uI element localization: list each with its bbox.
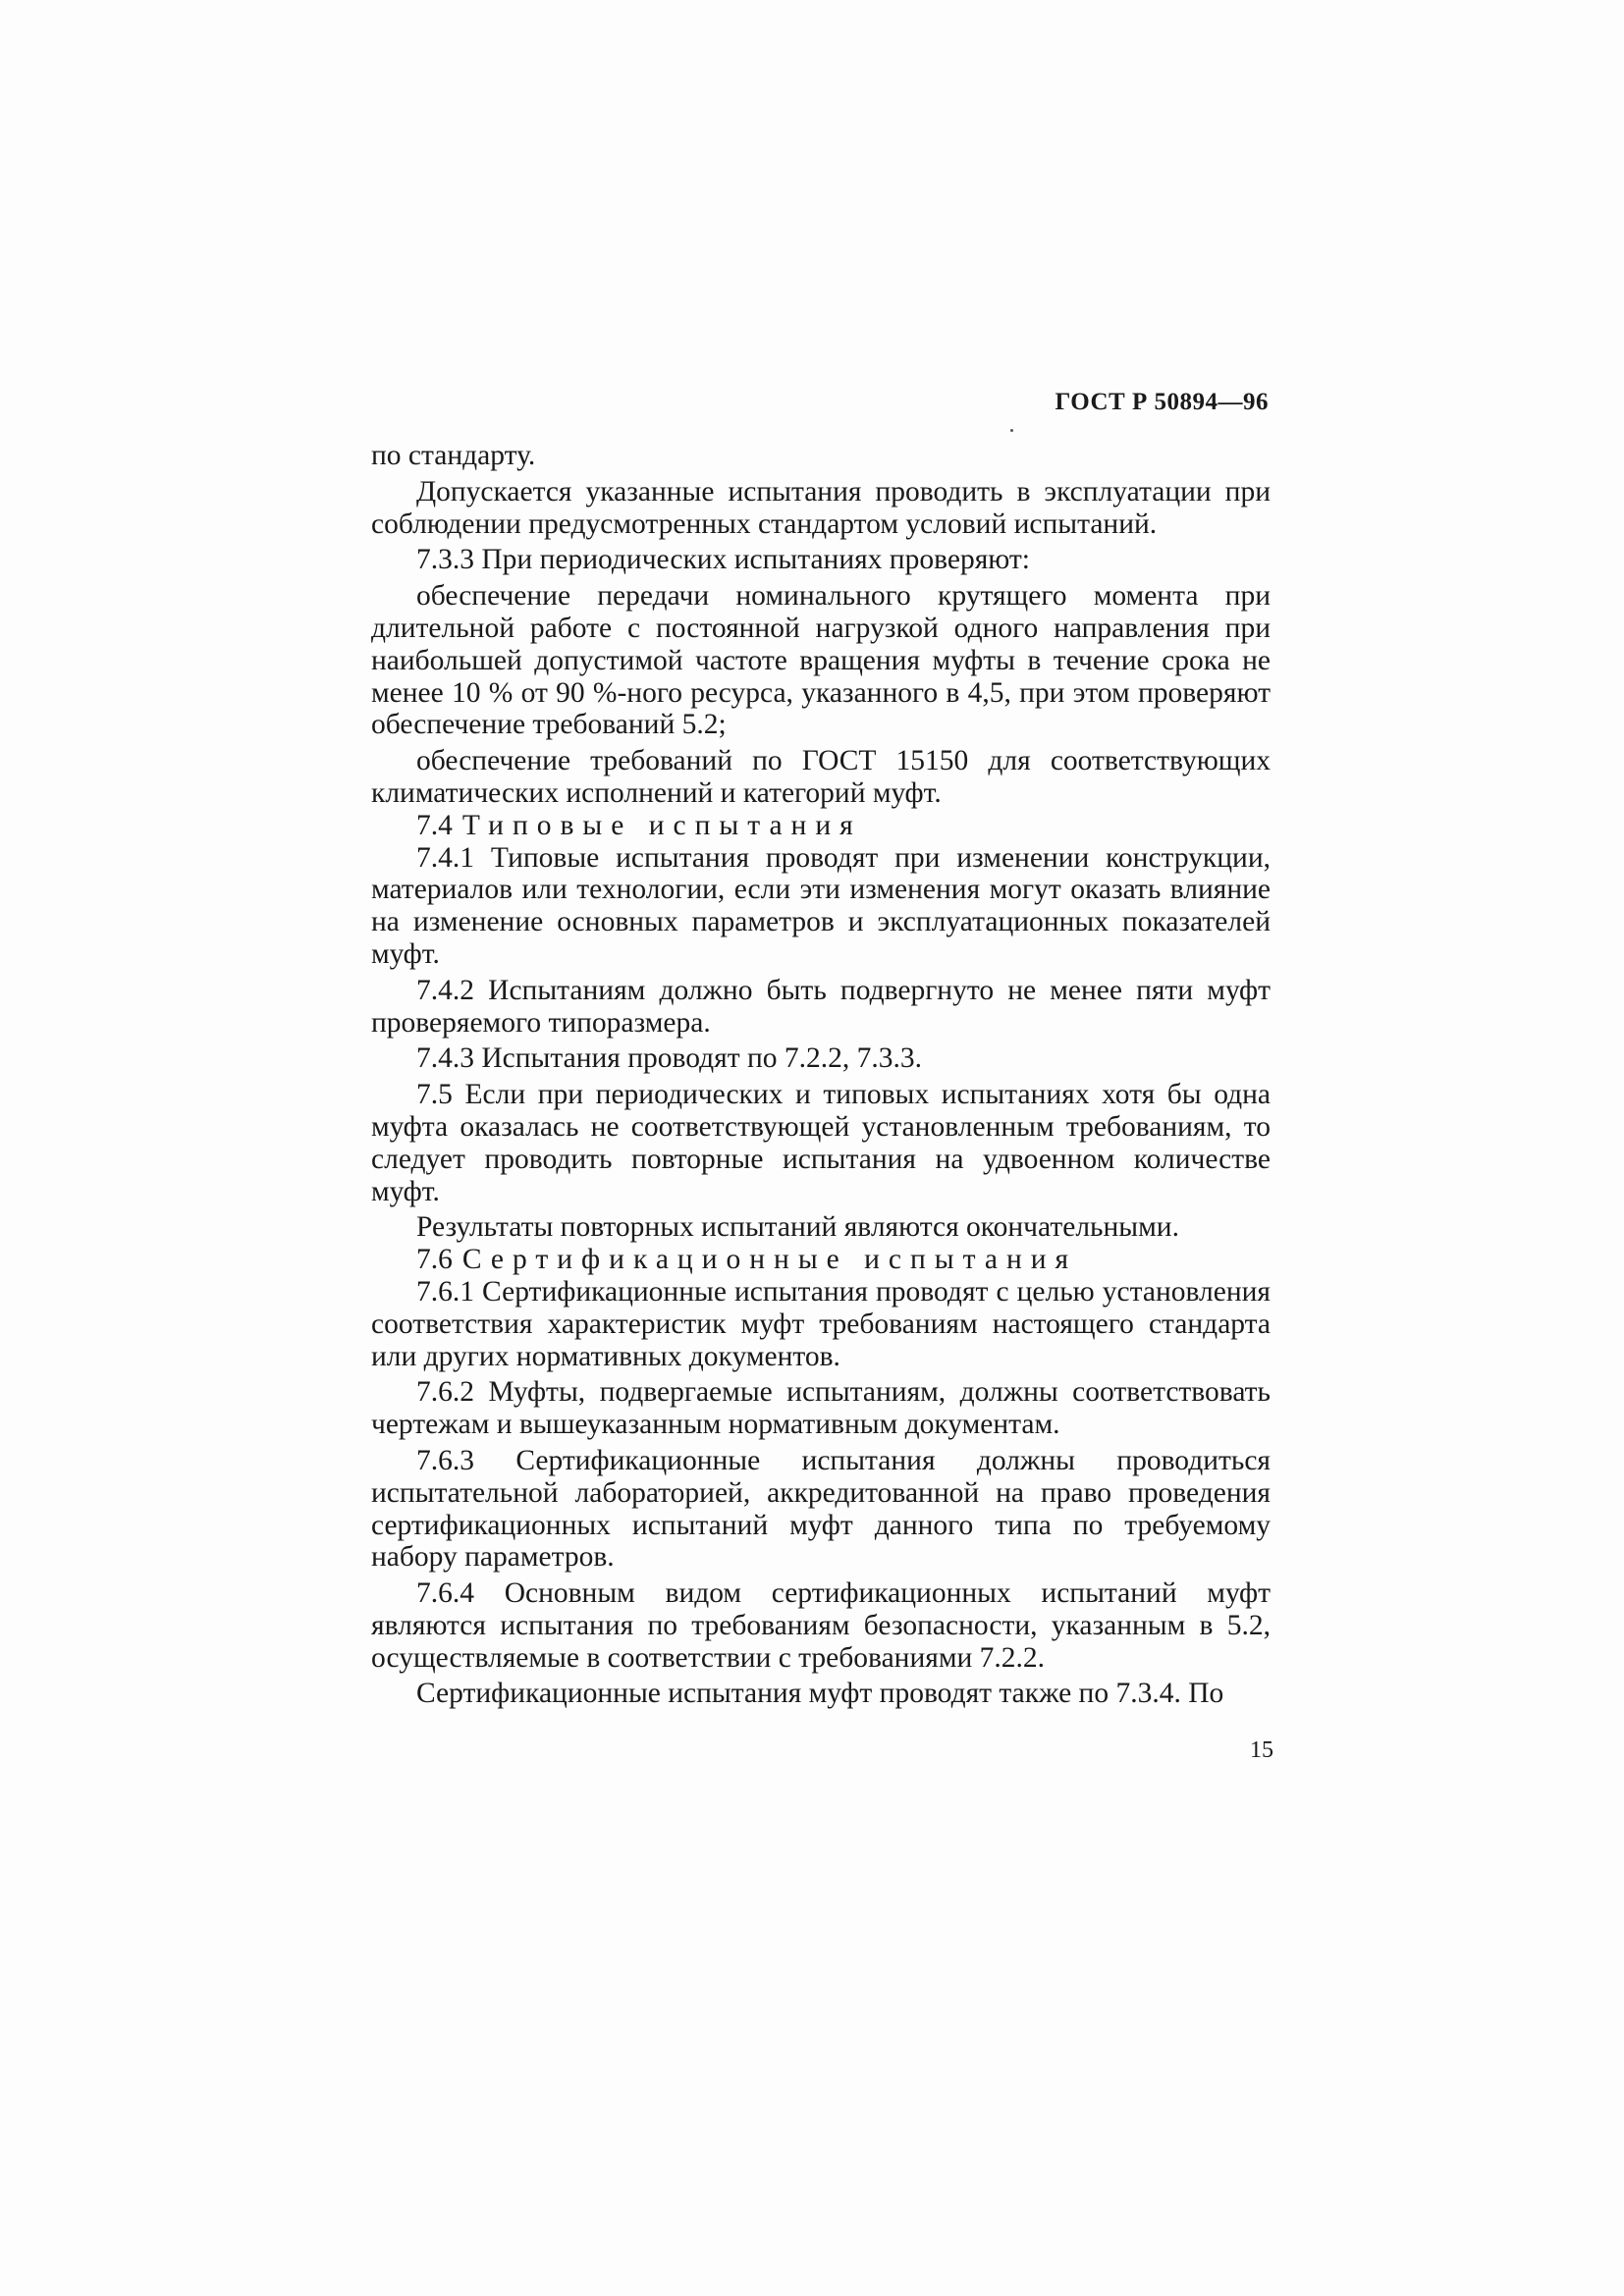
paragraph: обеспечение передачи номинального крутящего момента при длительной работе с постоянной нагрузкой одного направления при наибольшей допустимой частоте вращения муфты в течение срока не менее 10 % от 90 %-ного ресурса, указанного в 4,5, при этом проверяют обеспечение требований 5.2; bbox=[371, 580, 1271, 741]
paragraph: 7.6.2 Муфты, подвергаемые испытаниям, должны соответствовать чертежам и вышеуказанным нормативным документам. bbox=[371, 1376, 1271, 1441]
paragraph: 7.3.3 При периодических испытаниях проверяют: bbox=[416, 544, 1031, 576]
paragraph: Результаты повторных испытаний являются окончательными. bbox=[416, 1211, 1179, 1244]
section-title: Сертификационные испытания bbox=[461, 1244, 1078, 1276]
paragraph: 7.6.3 Сертификационные испытания должны проводиться испытательной лабораторией, аккредитованной на право проведения сертификационных испытаний муфт данного типа по требуемому набору параметров. bbox=[371, 1444, 1271, 1574]
section-number: 7.6 bbox=[416, 1244, 453, 1276]
paragraph: 7.4.2 Испытаниям должно быть подвергнуто не менее пяти муфт проверяемого типоразмера. bbox=[371, 974, 1271, 1039]
document-header: ГОСТ Р 50894—96 bbox=[1055, 389, 1269, 415]
paragraph: 7.6.4 Основным видом сертификационных испытаний муфт являются испытания по требованиям безопасности, указанным в 5.2, осуществляемые в соответствии с требованиями 7.2.2. bbox=[371, 1577, 1271, 1674]
paragraph: Допускается указанные испытания проводить в эксплуатации при соблюдении предусмотренных стандартом условий испытаний. bbox=[371, 475, 1271, 540]
paragraph: 7.4.1 Типовые испытания проводят при изменении конструкции, материалов или технологии, если эти изменения могут оказать влияние на изменение основных параметров и эксплуатационных показателей муфт. bbox=[371, 841, 1271, 970]
body-text bbox=[371, 440, 1271, 1710]
section-heading-7-4 bbox=[371, 810, 1271, 842]
paragraph: по стандарту. bbox=[371, 440, 536, 471]
paragraph: обеспечение требований по ГОСТ 15150 для соответствующих климатических исполнений и категорий муфт. bbox=[371, 745, 1271, 809]
section-number: 7.4 bbox=[416, 809, 453, 841]
section-heading-7-6 bbox=[371, 1244, 1271, 1276]
paragraph: 7.5 Если при периодических и типовых испытаниях хотя бы одна муфта оказалась не соответствующей установленным требованиям, то следует проводить повторные испытания на удвоенном количестве муфт. bbox=[371, 1079, 1271, 1207]
scan-speck bbox=[1010, 429, 1013, 432]
paragraph: 7.4.3 Испытания проводят по 7.2.2, 7.3.3. bbox=[416, 1042, 923, 1075]
paragraph: 7.6.1 Сертификационные испытания проводят с целью установления соответствия характеристик муфт требованиям настоящего стандарта или других нормативных документов. bbox=[371, 1275, 1271, 1372]
paragraph: Сертификационные испытания муфт проводят также по 7.3.4. По bbox=[416, 1678, 1224, 1710]
page-number: 15 bbox=[1250, 1737, 1273, 1763]
section-title: Типовые испытания bbox=[461, 809, 862, 841]
